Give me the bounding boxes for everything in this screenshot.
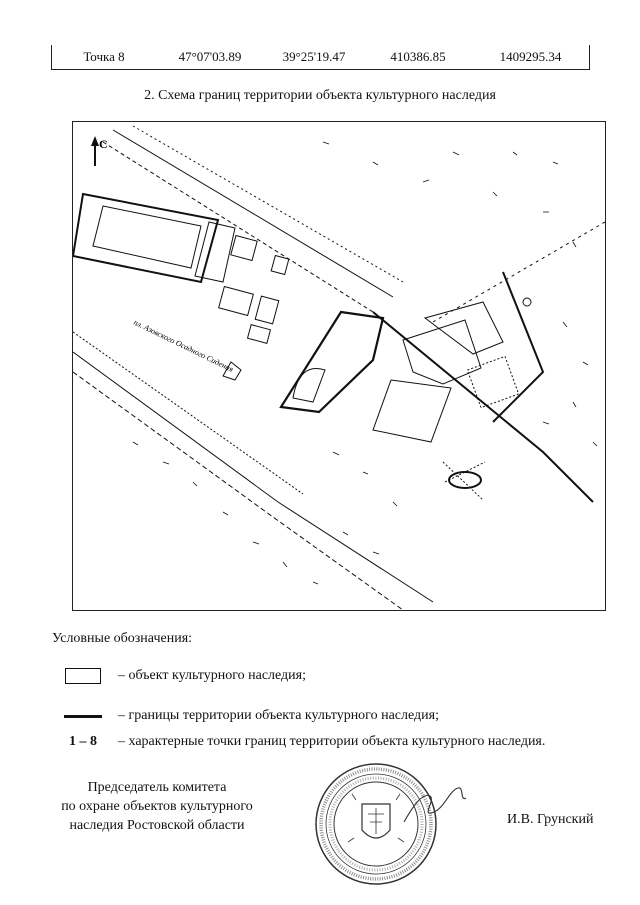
position-line: Председатель комитета: [87, 780, 227, 795]
site-plan-map: [72, 121, 606, 611]
handwritten-signature: [400, 778, 470, 830]
legend-item-characteristic-points: [52, 732, 545, 752]
signatory-name: И.В. Грунский: [507, 812, 594, 827]
signatory-position: [52, 778, 262, 835]
legend-item-label: – характерные точки границ территории объекта культурного наследия.: [118, 734, 546, 749]
legend-item-label: – объект культурного наследия;: [118, 668, 306, 683]
north-label: С: [99, 137, 108, 151]
coordinate-x: 410386.85: [390, 49, 446, 64]
point-name: Точка 8: [83, 49, 125, 64]
legend-title: Условные обозначения:: [52, 631, 193, 646]
scheme-title: 2. Схема границ территории объекта культурного наследия: [144, 88, 496, 103]
north-arrow-icon: [91, 136, 99, 166]
street-label: пл. Азовского Осадного Сидения: [132, 317, 235, 374]
position-line: по охране объектов культурного: [61, 799, 253, 814]
position-line: наследия Ростовской области: [69, 818, 245, 833]
points-symbol: 1 – 8: [69, 734, 97, 749]
legend-item-territory-boundary: [52, 706, 439, 726]
legend-item-label: – границы территории объекта культурного наследия;: [118, 708, 439, 723]
coordinate-y: 1409295.34: [499, 49, 562, 64]
heritage-object-symbol: [52, 666, 114, 686]
boundary-line-symbol: [52, 706, 114, 726]
longitude: 39°25'19.47: [282, 49, 346, 64]
legend-item-heritage-object: [52, 666, 306, 686]
coordinates-table-row: [51, 45, 590, 70]
latitude: 47°07'03.89: [178, 49, 242, 64]
